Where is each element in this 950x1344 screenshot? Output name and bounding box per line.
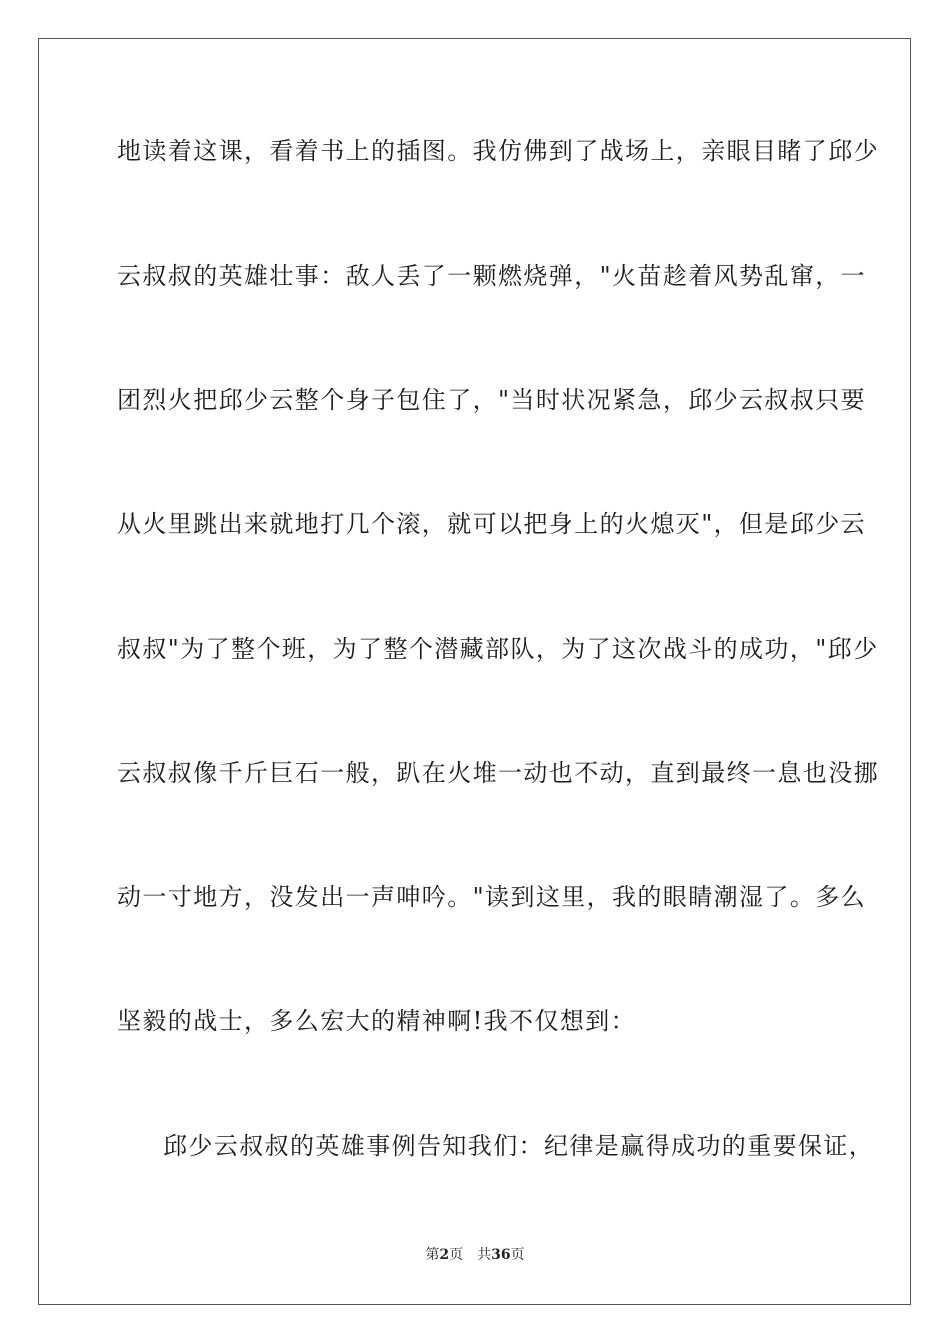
page-border [38,38,911,1305]
text-line-7: 动一寸地方，没发出一声呻吟。"读到这里，我的眼睛潮湿了。多么 [117,883,867,911]
text-line-8: 坚毅的战士，多么宏大的精神啊!我不仅想到： [117,1007,637,1035]
text-line-4: 从火里跳出来就地打几个滚，就可以把身上的火熄灭"，但是邱少云 [117,510,867,538]
text-line-2: 云叔叔的英雄壮事：敌人丢了一颗燃烧弹，"火苗趁着风势乱窜，一 [117,262,867,290]
text-line-5: 叔叔"为了整个班，为了整个潜藏部队，为了这次战斗的成功，"邱少 [117,635,879,663]
page-number: 2 [439,1247,450,1263]
text-line-1: 地读着这课，看着书上的插图。我仿佛到了战场上，亲眼目睹了邱少 [117,137,879,165]
paragraph-first-line: 邱少云叔叔的英雄事例告知我们：纪律是赢得成功的重要保证， [163,1132,875,1160]
text-line-3: 团烈火把邱少云整个身子包住了，"当时状况紧急，邱少云叔叔只要 [117,386,867,414]
total-pages: 36 [491,1247,511,1263]
total-prefix: 共 [477,1247,492,1263]
page-prefix: 第 [425,1247,440,1263]
text-line-6: 云叔叔像千斤巨石一般，趴在火堆一动也不动，直到最终一息也没挪 [117,759,879,787]
total-suffix: 页 [510,1247,525,1263]
page-footer [0,1246,950,1264]
page-suffix: 页 [449,1247,464,1263]
